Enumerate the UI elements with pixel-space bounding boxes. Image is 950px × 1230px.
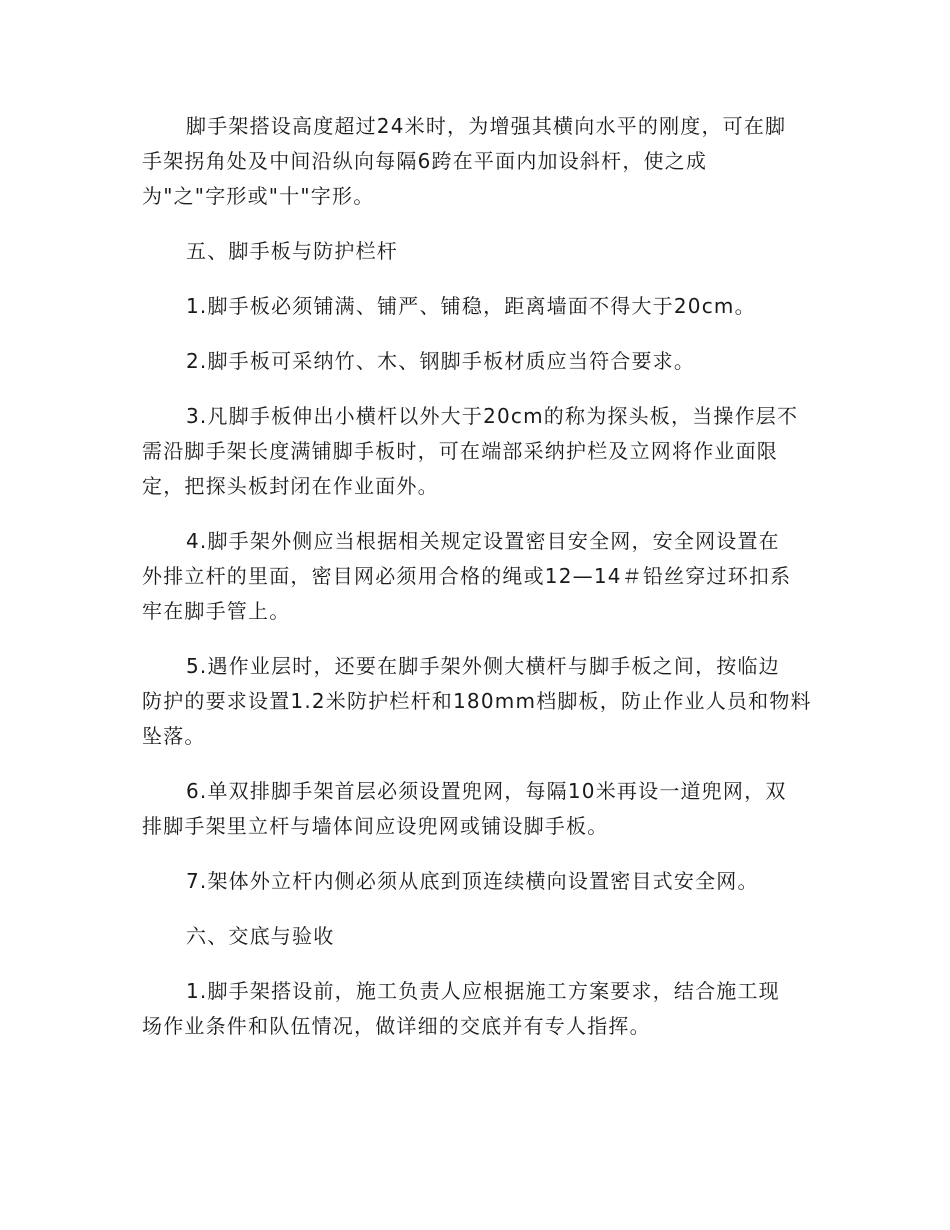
list-item-7: [142, 864, 812, 899]
list-item-text: 坠落。: [142, 724, 206, 748]
list-item-text: 牢在脚手管上。: [142, 599, 291, 623]
list-item-text: 6.单双排脚手架首层必须设置兜网，每隔10米再设一道兜网，双: [186, 779, 787, 803]
paragraph-line: 手架拐角处及中间沿纵向每隔6跨在平面内加设斜杆，使之成: [142, 149, 708, 173]
list-item-text: 4.脚手架外侧应当根据相关规定设置密目安全网，安全网设置在: [186, 529, 780, 553]
list-item-text: 3.凡脚手板伸出小横杆以外大于20cm的称为探头板，当操作层不: [186, 404, 799, 428]
list-item-text: 7.架体外立杆内侧必须从底到顶连续横向设置密目式安全网。: [186, 869, 759, 893]
paragraph-diagonal-bracing: [142, 109, 812, 214]
list-item-briefing-1: [142, 974, 812, 1044]
section-heading-scaffold-board-railing: [142, 234, 812, 269]
list-item-5: [142, 649, 812, 754]
section-heading: 六、交底与验收: [186, 924, 335, 948]
list-item-4: [142, 524, 812, 629]
list-item-text: 定，把探头板封闭在作业面外。: [142, 474, 439, 498]
list-item-text: 5.遇作业层时，还要在脚手架外侧大横杆与脚手板之间，按临边: [186, 654, 780, 678]
list-item-1: [142, 289, 812, 324]
list-item-text: 2.脚手板可采纳竹、木、钢脚手板材质应当符合要求。: [186, 349, 696, 373]
document-body: [142, 109, 812, 1064]
list-item-text: 场作业条件和队伍情况，做详细的交底并有专人指挥。: [142, 1014, 651, 1038]
list-item-2: [142, 344, 812, 379]
list-item-text: 外排立杆的里面，密目网必须用合格的绳或12—14＃铅丝穿过环扣系: [142, 564, 792, 588]
paragraph-line: 脚手架搭设高度超过24米时，为增强其横向水平的刚度，可在脚: [186, 114, 787, 138]
list-item-3: [142, 399, 812, 504]
section-heading-briefing-acceptance: [142, 919, 812, 954]
list-item-text: 需沿脚手架长度满铺脚手板时，可在端部采纳护栏及立网将作业面限: [142, 439, 778, 463]
paragraph-line: 为"之"字形或"十"字形。: [142, 184, 375, 208]
list-item-6: [142, 774, 812, 844]
list-item-text: 排脚手架里立杆与墙体间应设兜网或铺设脚手板。: [142, 814, 609, 838]
section-heading: 五、脚手板与防护栏杆: [186, 239, 398, 263]
list-item-text: 1.脚手架搭设前，施工负责人应根据施工方案要求，结合施工现: [186, 979, 780, 1003]
list-item-text: 防护的要求设置1.2米防护栏杆和180mm档脚板，防止作业人员和物料: [142, 689, 812, 713]
list-item-text: 1.脚手板必须铺满、铺严、铺稳，距离墙面不得大于20cm。: [186, 294, 756, 318]
